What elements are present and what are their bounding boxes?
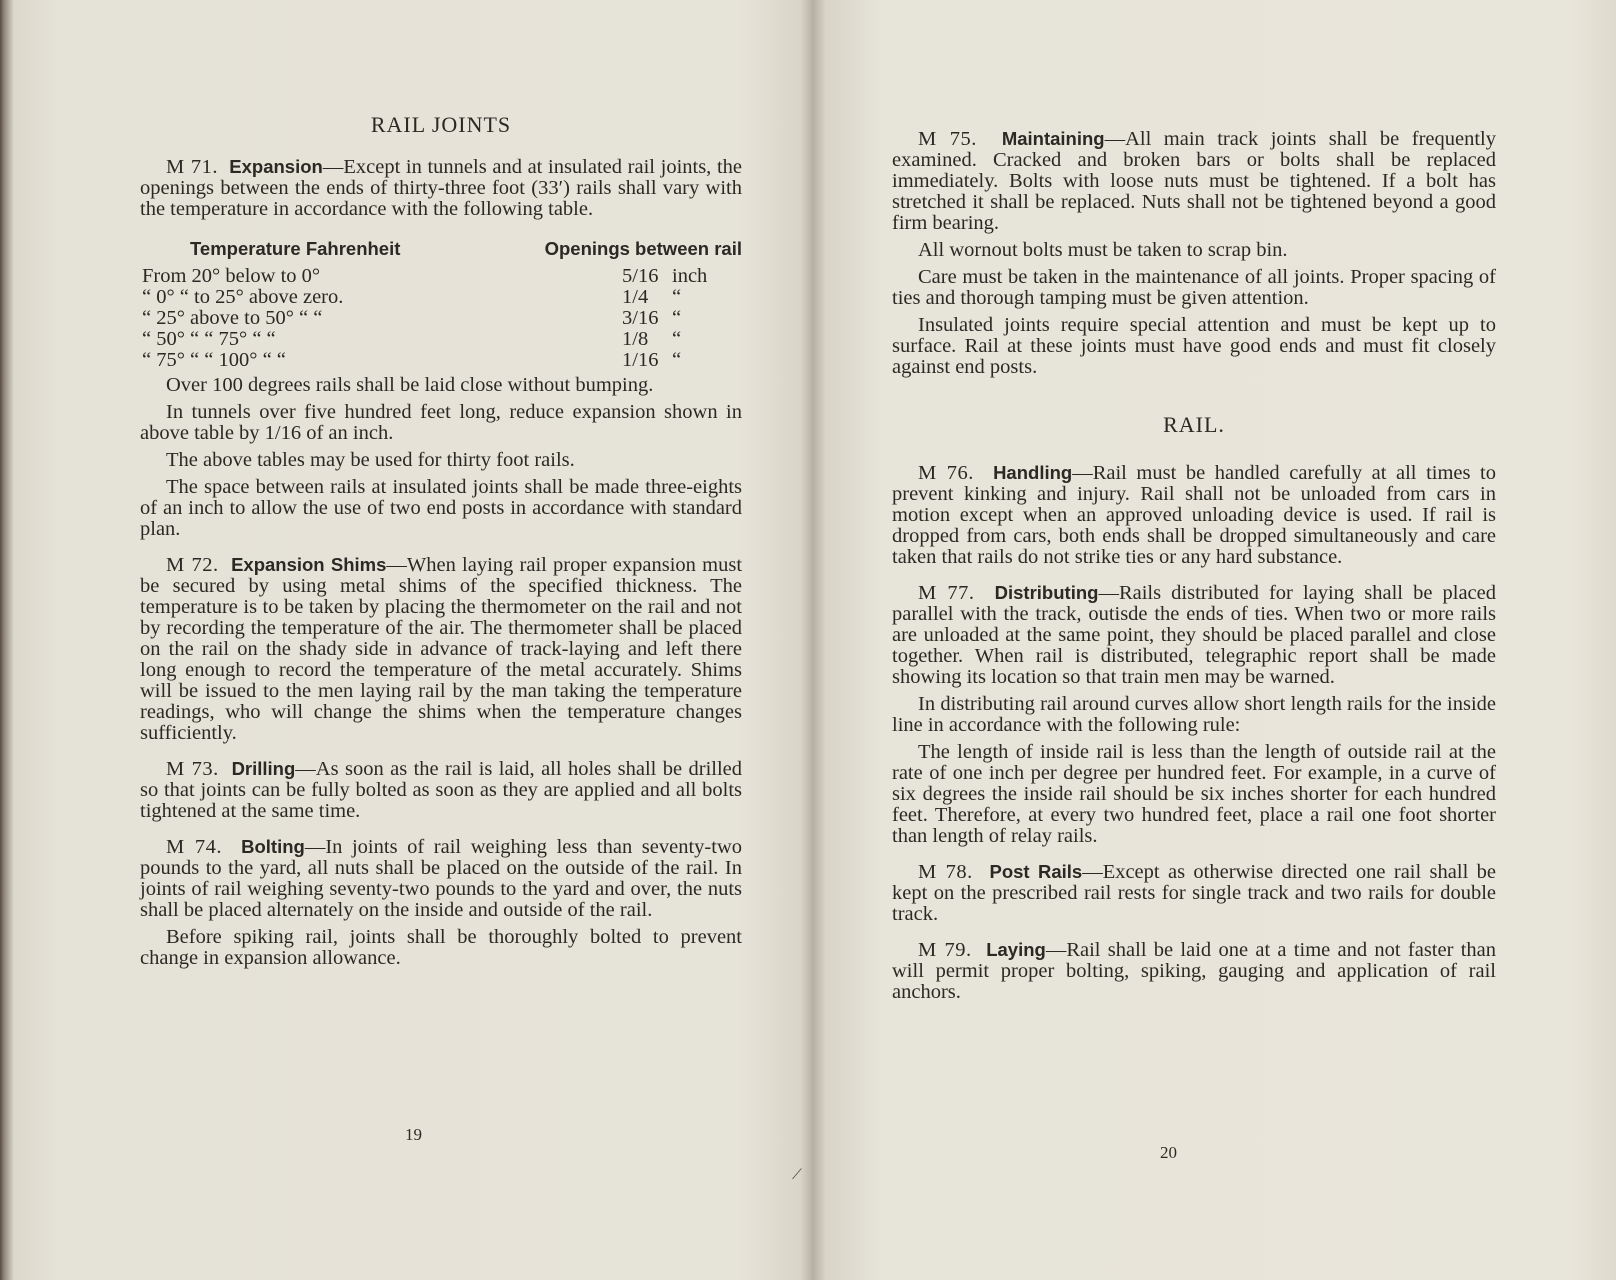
paragraph-insulated-joints: Insulated joints require special attention and must be kept up to surface. Rail at these joints must have good ends and must fit closely against end posts. xyxy=(892,314,1496,378)
opening-unit: inch xyxy=(672,265,708,287)
rule-number: M 71. xyxy=(166,156,218,178)
rule-heading: Bolting xyxy=(241,836,305,857)
rule-heading: Distributing xyxy=(994,582,1099,603)
page-number-left: 19 xyxy=(405,1125,422,1144)
rule-number: M 77. xyxy=(918,582,975,604)
rule-text: —Except as otherwise directed one rail shall be kept on the prescribed rail rests for single track and two rails for double track. xyxy=(892,861,1496,925)
rule-number: M 79. xyxy=(918,939,972,961)
paragraph-tunnels: In tunnels over five hundred feet long, reduce expansion shown in above table by 1/16 of an inch. xyxy=(140,401,742,444)
table-row xyxy=(140,350,742,371)
opening-unit: “ xyxy=(672,286,682,308)
rule-number: M 78. xyxy=(918,861,973,883)
paragraph-insulated-space: The space between rails at insulated joints shall be made three-eights of an inch to allow the use of two end posts in accordance with standard plan. xyxy=(140,476,742,540)
rule-m76 xyxy=(892,462,1496,568)
opening-unit: “ xyxy=(672,349,682,371)
paragraph-inside-rail-length: The length of inside rail is less than the length of outside rail at the rate of one inch per degree per hundred feet. For example, in a curve of six degrees the inside rail should be six inches shorter for each hundred feet. Therefore, at every two hundred feet, place a rail one foot shorter than length of relay rails. xyxy=(892,741,1496,847)
rule-heading: Handling xyxy=(993,462,1073,483)
rule-number: M 74. xyxy=(166,836,222,858)
rule-m78 xyxy=(892,861,1496,925)
page-number-right: 20 xyxy=(1160,1143,1177,1162)
rule-heading: Drilling xyxy=(231,758,296,779)
paragraph-curves: In distributing rail around curves allow short length rails for the inside line in accordance with the following rule: xyxy=(892,693,1496,736)
page-title-rail-joints: RAIL JOINTS xyxy=(370,112,512,137)
paragraph-wornout-bolts: All wornout bolts must be taken to scrap bin. xyxy=(918,239,1288,261)
temperature-table xyxy=(140,266,742,371)
temperature-table-header xyxy=(190,238,742,260)
rule-text: —All main track joints shall be frequently examined. Cracked and broken bars or bolts shall be replaced immediately. Bolts with loose nuts must be tightened. If a bolt has stretched it shall be replaced. Nuts shall not be tightened beyond a good firm bearing. xyxy=(892,128,1497,234)
paragraph-spiking: Before spiking rail, joints shall be thoroughly bolted to prevent change in expansion allowance. xyxy=(140,926,742,969)
rule-m77 xyxy=(892,582,1496,688)
rule-number: M 75. xyxy=(918,128,977,150)
rule-heading: Expansion Shims xyxy=(231,554,387,575)
temperature-range: “ 75° “ “ 100° “ “ xyxy=(142,349,286,371)
gutter-stitch-mark: ⟋ xyxy=(792,1168,802,1183)
rule-text: —As soon as the rail is laid, all holes shall be drilled so that joints can be fully bolted as soon as they are applied and all bolts tightened at the same time. xyxy=(140,758,743,822)
rule-m72 xyxy=(140,554,742,744)
opening-unit: “ xyxy=(672,307,682,329)
rule-m75 xyxy=(892,128,1496,234)
opening-size: 1/16 xyxy=(622,349,659,371)
rule-heading: Post Rails xyxy=(989,861,1083,882)
rule-heading: Laying xyxy=(986,939,1046,960)
paragraph-over-100: Over 100 degrees rails shall be laid close without bumping. xyxy=(166,374,654,396)
rule-text: —Rail shall be laid one at a time and not faster than will permit proper bolting, spiking, gauging and application of rail anchors. xyxy=(892,939,1496,1003)
opening-size: 5/16 xyxy=(622,265,659,287)
section-title-rail: RAIL. xyxy=(1163,412,1225,437)
table-header-temperature: Temperature Fahrenheit xyxy=(190,238,401,259)
table-row xyxy=(140,266,742,287)
rule-text: —Except in tunnels and at insulated rail joints, the openings between the ends of thirty-three foot (33′) rails shall vary with the temperature in accordance with the following table. xyxy=(140,156,742,220)
rule-m73 xyxy=(140,758,742,822)
rule-heading: Expansion xyxy=(229,156,323,177)
temperature-range: From 20° below to 0° xyxy=(142,265,321,287)
temperature-range: “ 0° “ to 25° above zero. xyxy=(142,286,344,308)
rule-text: —In joints of rail weighing less than seventy-two pounds to the yard, all nuts shall be placed on the outside of the rail. In joints of rail weighing seventy-two pounds to the yard and over, the nuts shall be placed alternately on the inside and outside of the rail. xyxy=(140,836,743,921)
table-row xyxy=(140,308,742,329)
temperature-range: “ 25° above to 50° “ “ xyxy=(142,307,323,329)
rule-text: —Rail must be handled carefully at all times to prevent kinking and injury. Rail shall not be unloaded from cars in motion except when an approved unloading device is used. If rail is dropped from cars, both ends shall be dropped simultaneously and care taken that rails do not strike ties or any hard substance. xyxy=(892,462,1496,568)
opening-size: 1/4 xyxy=(622,286,649,308)
rule-text: —Rails distributed for laying shall be placed parallel with the track, outisde the ends of ties. When two or more rails are unloaded at the same point, they should be placed parallel and close together. When rail is distributed, telegraphic report shall be made showing its location so that train men may be warned. xyxy=(892,582,1497,688)
rule-number: M 76. xyxy=(918,462,974,484)
rule-number: M 72. xyxy=(166,554,219,576)
opening-size: 1/8 xyxy=(622,328,649,350)
opening-unit: “ xyxy=(672,328,682,350)
rule-m74 xyxy=(140,836,742,921)
opening-size: 3/16 xyxy=(622,307,659,329)
rule-text: —When laying rail proper expansion must be secured by using metal shims of the specified thickness. The temperature is to be taken by placing the thermometer on the rail and not by recording the temperature of the air. The thermometer shall be placed on the rail on the shady side in advance of track-laying and left there long enough to record the temperature of the metal accurately. Shims will be issued to the men laying rail by the man taking the temperature readings, who will change the shims when the temperature changes sufficiently. xyxy=(140,554,743,744)
right-page xyxy=(812,0,1616,1280)
temperature-range: “ 50° “ “ 75° “ “ xyxy=(142,328,276,350)
rule-number: M 73. xyxy=(166,758,219,780)
table-row xyxy=(140,287,742,308)
table-row xyxy=(140,329,742,350)
paragraph-care: Care must be taken in the maintenance of all joints. Proper spacing of ties and thorough tamping must be given attention. xyxy=(892,266,1496,309)
table-header-openings: Openings between rail xyxy=(544,238,742,259)
rule-m79 xyxy=(892,939,1496,1003)
rule-heading: Maintaining xyxy=(1001,128,1105,149)
rule-m71 xyxy=(140,156,742,220)
paragraph-thirty-foot: The above tables may be used for thirty foot rails. xyxy=(166,449,575,471)
